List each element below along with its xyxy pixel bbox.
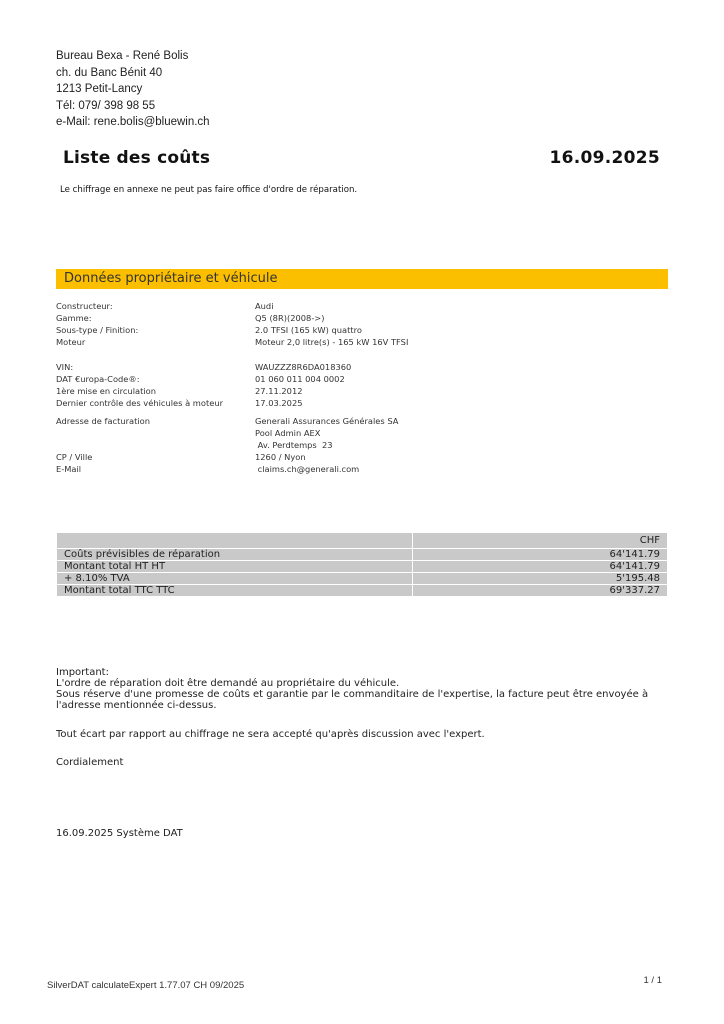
billing-address-label: Adresse de facturation [56, 416, 150, 426]
manufacturer-label: Constructeur: [56, 301, 113, 311]
zip-city-label: CP / Ville [56, 452, 93, 462]
sender-city: 1213 Petit-Lancy [56, 83, 143, 96]
sender-email: e-Mail: rene.bolis@bluewin.ch [56, 116, 210, 129]
table-row [57, 573, 668, 585]
subtype-value: 2.0 TFSI (165 kW) quattro [255, 325, 362, 335]
manufacturer-value: Audi [255, 301, 274, 311]
range-value: Q5 (8R)(2008->) [255, 313, 325, 323]
table-row [57, 549, 668, 561]
billing-address-line1: Generali Assurances Générales SA [255, 416, 399, 426]
sender-phone: Tél: 079/ 398 98 55 [56, 99, 156, 112]
regards-text: Cordialement [56, 757, 124, 768]
table-row [57, 585, 668, 597]
dat-code-value: 01 060 011 004 0002 [255, 374, 345, 384]
section-title: Données propriétaire et véhicule [64, 271, 278, 286]
vin-label: VIN: [56, 362, 74, 372]
engine-label: Moteur [56, 337, 86, 347]
sender-street: ch. du Banc Bénit 40 [56, 66, 163, 79]
important-line1: L'ordre de réparation doit être demandé au propriétaire du véhicule. [56, 678, 400, 689]
deviation-notice: Tout écart par rapport au chiffrage ne sera accepté qu'après discussion avec l'expert. [56, 729, 485, 740]
cost-row-label: Montant total TTC TTC [57, 585, 413, 597]
important-line3: l'adresse mentionnée ci-dessus. [56, 700, 217, 711]
page-number: 1 / 1 [643, 975, 662, 986]
engine-value: Moteur 2,0 litre(s) - 165 kW 16V TFSI [255, 337, 409, 347]
cost-row-value: 64'141.79 [413, 549, 668, 561]
software-footer: SilverDAT calculateExpert 1.77.07 CH 09/2025 [47, 980, 245, 991]
vin-value: WAUZZZ8R6DA018360 [255, 362, 352, 372]
last-inspection-value: 17.03.2025 [255, 398, 303, 408]
first-registration-label: 1ère mise en circulation [56, 386, 157, 396]
email-label: E-Mail [56, 464, 82, 474]
cost-row-label: + 8.10% TVA [57, 573, 413, 585]
table-row [57, 561, 668, 573]
dat-code-label: DAT €uropa-Code®: [56, 374, 140, 384]
zip-city-value: 1260 / Nyon [255, 452, 306, 462]
billing-address-line2: Pool Admin AEX [255, 428, 321, 438]
cost-row-value: 5'195.48 [413, 573, 668, 585]
billing-address-line3: Av. Perdtemps 23 [255, 440, 333, 450]
cost-summary-table [56, 532, 668, 597]
document-title: Liste des coûts [63, 148, 211, 168]
table-header-label-cell [57, 533, 413, 549]
section-header-bar [56, 269, 668, 289]
cost-row-label: Coûts prévisibles de réparation [57, 549, 413, 561]
signature-line: 16.09.2025 Système DAT [56, 828, 183, 839]
cost-row-value: 69'337.27 [413, 585, 668, 597]
email-value: claims.ch@generali.com [255, 464, 360, 474]
first-registration-value: 27.11.2012 [255, 386, 303, 396]
sender-name: Bureau Bexa - René Bolis [56, 50, 189, 62]
range-label: Gamme: [56, 313, 92, 323]
table-header-row [57, 533, 668, 549]
last-inspection-label: Dernier contrôle des véhicules à moteur [56, 398, 223, 408]
important-heading: Important: [56, 667, 109, 678]
currency-header: CHF [413, 533, 668, 549]
subtype-label: Sous-type / Finition: [56, 325, 139, 335]
cost-row-value: 64'141.79 [413, 561, 668, 573]
important-line2: Sous réserve d'une promesse de coûts et garantie par le commanditaire de l'expertise, la facture peut être envoyée à [56, 689, 649, 700]
cost-row-label: Montant total HT HT [57, 561, 413, 573]
document-date: 16.09.2025 [549, 148, 660, 168]
disclaimer-text: Le chiffrage en annexe ne peut pas faire office d'ordre de réparation. [60, 185, 358, 195]
sender-address [56, 48, 210, 131]
